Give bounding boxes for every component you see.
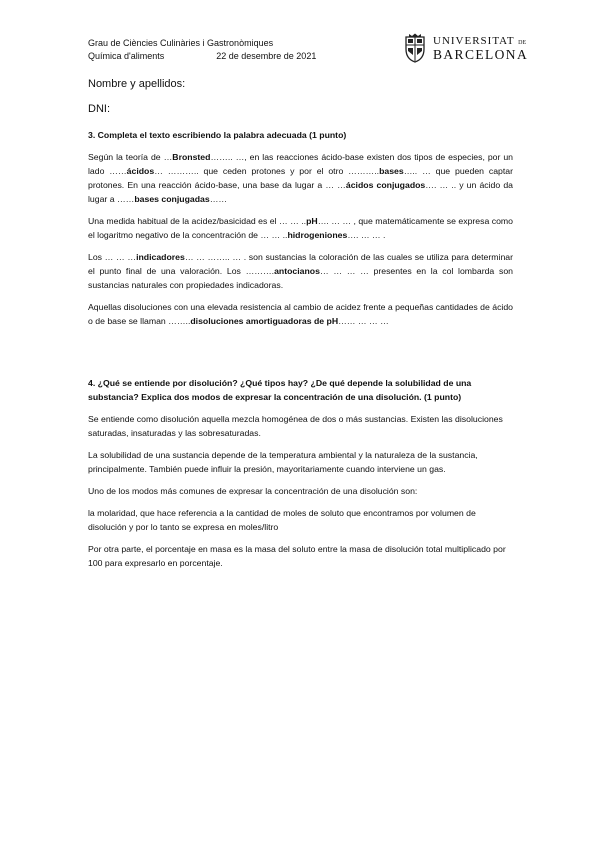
name-field-label: Nombre y apellidos: bbox=[88, 78, 186, 90]
q3-paragraph-4: Aquellas disoluciones con una elevada resistencia al cambio de acidez frente a pequeñas cantidades de ácido o de base se llaman ……..disoluciones amortiguadoras de pH…… … … … bbox=[88, 302, 514, 326]
university-crest-icon bbox=[403, 33, 427, 63]
exam-date: 22 de desembre de 2021 bbox=[216, 51, 317, 61]
q4-answer-paragraph: Se entiende como disolución aquella mezcla homogénea de dos o más sustancias. Existen las disoluciones saturadas, insaturadas y las sobresaturadas. bbox=[88, 414, 503, 438]
logo-line1: UNIVERSITAT bbox=[433, 35, 515, 47]
course-name: Grau de Ciències Culinàries i Gastronòmiques bbox=[88, 38, 274, 48]
answer-antocianos: antocianos bbox=[274, 266, 320, 276]
subject-name: Química d'aliments bbox=[88, 51, 165, 61]
q4-answer-paragraph: La solubilidad de una sustancia depende de la temperatura ambiental y la naturaleza de la sustancia, principalmente. También puede influir la presión, mayoritariamente cuando interviene un gas. bbox=[88, 450, 478, 474]
page-header bbox=[88, 37, 316, 63]
answer-bases: bases bbox=[379, 166, 404, 176]
q3-paragraph-3: Los … … …indicadores… … …….. … . son sustancias la coloración de las cuales se utiliza para determinar el punto final de una valoración. Los ……….antocianos… … … … presentes en la col lombarda son sustancias naturales con propiedades indicadoras. bbox=[88, 252, 514, 290]
question-3-title: 3. Completa el texto escribiendo la palabra adecuada (1 punto) bbox=[88, 130, 347, 140]
answer-ph: pH bbox=[306, 216, 318, 226]
logo-line2: BARCELONA bbox=[433, 47, 529, 62]
dni-field-label: DNI: bbox=[88, 103, 110, 115]
answer-bronsted: Bronsted bbox=[172, 152, 211, 162]
answer-bases-conjugadas: bases conjugadas bbox=[134, 194, 210, 204]
answer-acidos-conjugados: ácidos conjugados bbox=[345, 180, 426, 190]
question-3 bbox=[88, 128, 513, 336]
answer-indicadores: indicadores bbox=[136, 252, 185, 262]
answer-hidrogeniones: hidrogeniones bbox=[287, 230, 348, 240]
q4-answer-paragraph: Por otra parte, el porcentaje en masa es la masa del soluto entre la masa de disolución total multiplicado por 100 para expresarlo en porcentaje. bbox=[88, 544, 506, 568]
q4-answer-paragraph: la molaridad, que hace referencia a la cantidad de moles de soluto que encontramos por volumen de disolución y por lo tanto se expresa en moles/litro bbox=[88, 508, 476, 532]
q3-paragraph-2: Una medida habitual de la acidez/basicidad es el … … ..pH…. … … , que matemáticamente se expresa como el logaritmo negativo de la concentración de … … ..hidrogeniones…. … … . bbox=[88, 216, 513, 240]
q4-answer-paragraph: Uno de los modos más comunes de expresar la concentración de una disolución son: bbox=[88, 486, 418, 496]
q3-paragraph-1: Según la teoría de …Bronsted…….. …, en las reacciones ácido-base existen dos tipos de especies, por un lado ……ácidos… ……….. que ceden protones y por el otro ………..bases….. … que pueden captar protones. En una reacción ácido-base, una base da lugar a … …ácidos conjugados…. … .. y un ácido da lugar a ……bases conjugadas…… bbox=[88, 152, 514, 204]
question-4 bbox=[88, 376, 513, 578]
answer-acidos: ácidos bbox=[126, 166, 155, 176]
university-logo bbox=[403, 33, 528, 63]
logo-line1-small: DE bbox=[518, 40, 527, 46]
answer-disoluciones-amortiguadoras: disoluciones amortiguadoras de pH bbox=[190, 316, 339, 326]
question-4-title: 4. ¿Qué se entiende por disolución? ¿Qué tipos hay? ¿De qué depende la solubilidad de una substancia? Explica dos modos de expresar la concentración de una disolución. (1 punto) bbox=[88, 378, 472, 402]
